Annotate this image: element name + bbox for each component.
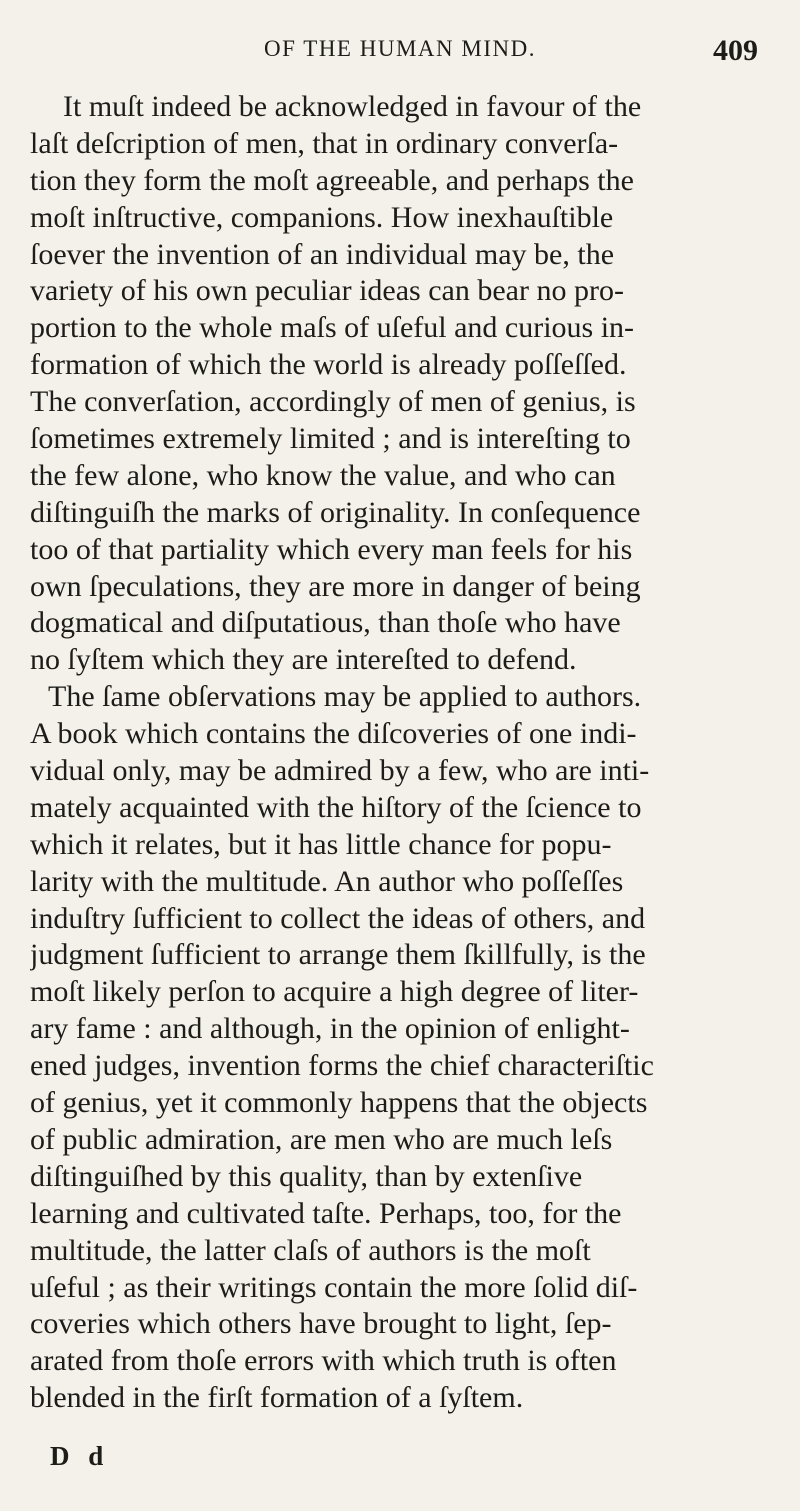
text-line: It muſt indeed be acknowledged in favour of the: [63, 90, 642, 123]
text-line: judgment ſufficient to arrange them ſkillfully, is the: [30, 938, 646, 972]
text-line: of genius, yet it commonly happens that the objects: [30, 1086, 648, 1120]
text-line: moſt inſtructive, companions. How inexhauſtible: [30, 200, 614, 234]
text-line: coveries which others have brought to light, ſep-: [30, 1307, 612, 1341]
text-line: A book which contains the diſcoveries of one indi-: [30, 717, 637, 751]
text-line: diſtinguiſh the marks of originality. In conſequence: [30, 495, 641, 529]
text-line: The converſation, accordingly of men of genius, is: [30, 385, 636, 419]
text-line: dogmatical and diſputatious, than thoſe who have: [30, 606, 621, 640]
text-line: uſeful ; as their writings contain the more ſolid diſ-: [30, 1270, 638, 1304]
text-line: larity with the multitude. An author who poſſeſſes: [30, 864, 624, 898]
text-line: variety of his own peculiar ideas can bear no pro-: [30, 274, 624, 308]
page-header: [0, 36, 800, 76]
text-line: which it relates, but it has little chance for popu-: [30, 827, 612, 861]
text-line: The ſame obſervations may be applied to authors.: [48, 680, 642, 714]
text-line: ſoever the invention of an individual may be, the: [30, 237, 615, 271]
page-number: 409: [713, 34, 758, 67]
text-line: ary fame : and although, in the opinion of enlight-: [30, 1012, 630, 1046]
running-head: OF THE HUMAN MIND.: [264, 36, 536, 61]
text-line: of public admiration, are men who are much leſs: [30, 1122, 613, 1156]
text-line: ened judges, invention forms the chief characteriſtic: [30, 1049, 654, 1083]
text-line: multitude, the latter claſs of authors is the moſt: [30, 1233, 591, 1267]
text-line: laſt deſcription of men, that in ordinary converſa-: [30, 126, 619, 160]
text-line: induſtry ſufficient to collect the ideas of others, and: [30, 901, 646, 935]
text-line: ſometimes extremely limited ; and is intereſting to: [30, 422, 631, 456]
text-line: learning and cultivated taſte. Perhaps, too, for the: [30, 1196, 622, 1230]
text-line: blended in the firſt formation of a ſyſtem.: [30, 1381, 524, 1415]
body-text: [30, 89, 790, 1417]
text-line: moſt likely perſon to acquire a high degree of liter-: [30, 975, 639, 1009]
text-line: tion they form the moſt agreeable, and perhaps the: [30, 163, 634, 197]
text-line: portion to the whole maſs of uſeful and curious in-: [30, 311, 635, 345]
text-line: arated from thoſe errors with which truth is often: [30, 1344, 617, 1378]
text-line: the few alone, who know the value, and who can: [30, 458, 616, 492]
text-line: no ſyſtem which they are intereſted to defend.: [30, 643, 577, 677]
text-line: own ſpeculations, they are more in danger of being: [30, 569, 641, 603]
text-line: diſtinguiſhed by this quality, than by extenſive: [30, 1159, 583, 1193]
text-line: too of that partiality which every man feels for his: [30, 532, 633, 566]
text-line: vidual only, may be admired by a few, who are inti-: [30, 754, 650, 788]
text-line: formation of which the world is already poſſeſſed.: [30, 348, 627, 382]
signature-mark: D d: [50, 1441, 110, 1471]
text-line: mately acquainted with the hiſtory of the ſcience to: [30, 790, 642, 824]
